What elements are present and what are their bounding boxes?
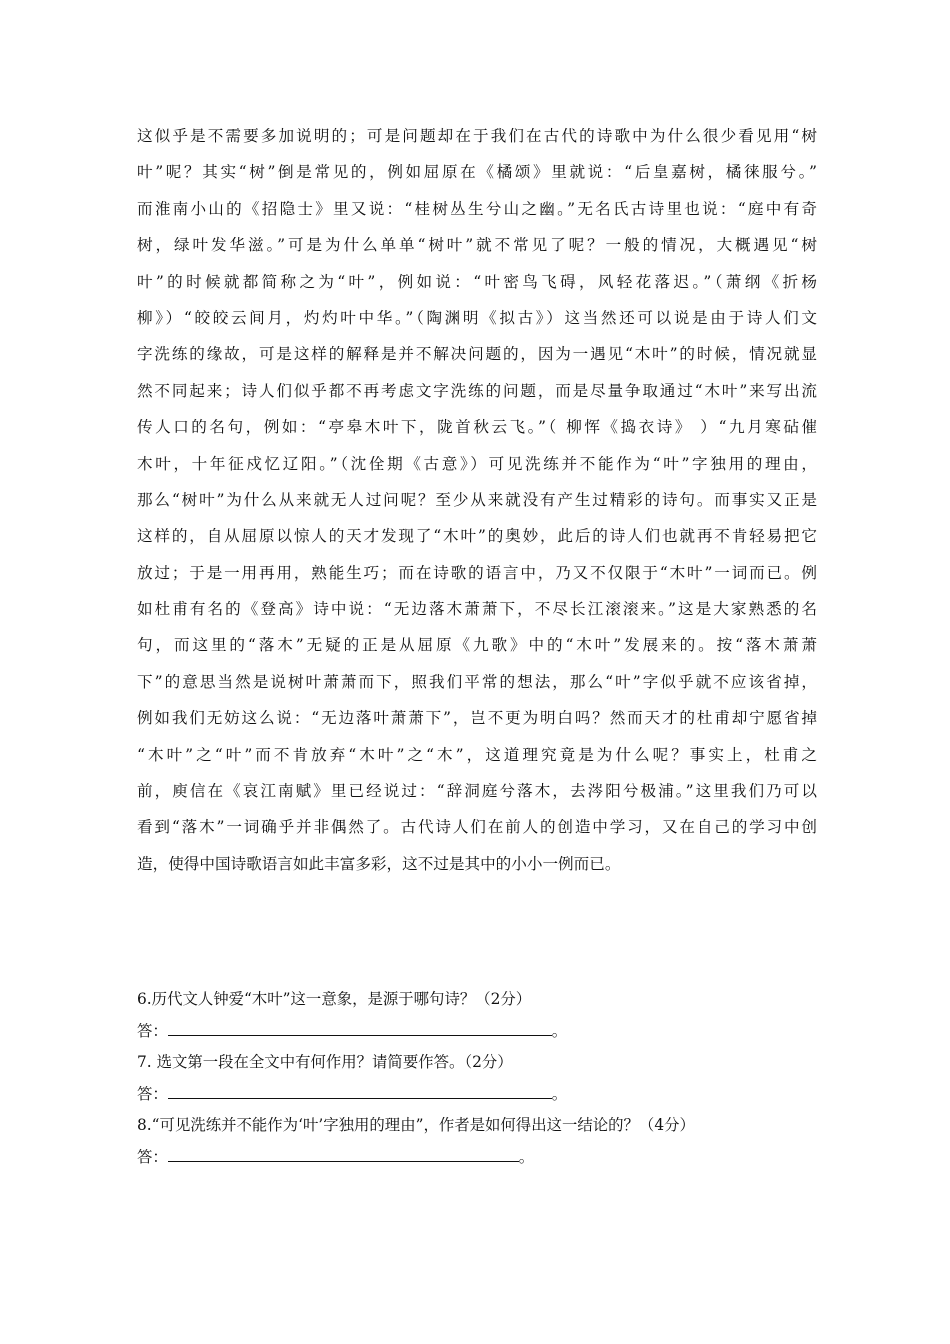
answer-blank-6[interactable] [168, 1019, 552, 1036]
passage-line: 然不同起来；诗人们似乎都不再考虑文字洗练的问题，而是尽量争取通过“木叶”来写出流 [137, 381, 817, 400]
passage-line: 如杜甫有名的《登高》诗中说：“无边落木萧萧下，不尽长江滚滚来。”这是大家熟悉的名 [137, 600, 817, 619]
passage-line: 这似乎是不需要多加说明的；可是问题却在于我们在古代的诗歌中为什么很少看见用“树 [137, 127, 817, 145]
question-7: 7. 选文第一段在全文中有何作用？请简要作答。（2分） [137, 1053, 513, 1072]
answer-line-6 [137, 1016, 817, 1048]
passage-line: 前，庾信在《哀江南赋》里已经说过：“辞洞庭兮落木，去涔阳兮极浦。”这里我们乃可以 [137, 782, 817, 801]
passage-line: 而淮南小山的《招隐士》里又说：“桂树丛生兮山之幽。”无名氏古诗里也说：“庭中有奇 [137, 199, 817, 218]
answer-line-7 [137, 1079, 817, 1111]
passage-line: 叶”呢？其实“树”倒是常见的，例如屈原在《橘颂》里就说：“后皇嘉树，橘徕服兮。” [137, 163, 817, 182]
passage-line: 句，而这里的“落木”无疑的正是从屈原《九歌》中的“木叶”发展来的。按“落木萧萧 [137, 636, 817, 655]
passage-line: “木叶”之“叶”而不肯放弃“木叶”之“木”，这道理究竟是为什么呢？事实上，杜甫之 [137, 745, 817, 764]
answer-blank-8[interactable] [168, 1145, 519, 1162]
passage-line: 传人口的名句，例如：“亭皋木叶下，陇首秋云飞。”（ 柳恽《捣衣诗》 ）“九月寒砧催 [137, 418, 817, 437]
answer-label: 答： [137, 1084, 168, 1103]
answer-end-mark: 。 [551, 1021, 568, 1040]
answer-label: 答： [137, 1147, 168, 1166]
passage-line: 看到“落木”一词确乎并非偶然了。古代诗人们在前人的创造中学习，又在自己的学习中创 [137, 818, 817, 837]
passage-line: 树，绿叶发华滋。”可是为什么单单“树叶”就不常见了呢？一般的情况，大概遇见“树 [137, 236, 817, 255]
passage-line: 柳》）“皎皎云间月，灼灼叶中华。”（陶渊明《拟古》）这当然还可以说是由于诗人们文 [137, 308, 817, 327]
answer-label: 答： [137, 1021, 168, 1040]
answer-line-8 [137, 1142, 817, 1174]
question-6: 6.历代文人钟爱“木叶”这一意象，是源于哪句诗？（2分） [137, 990, 532, 1008]
answer-end-mark: 。 [518, 1147, 535, 1166]
passage-line: 木叶，十年征戍忆辽阳。”（沈佺期《古意》）可见洗练并不能作为“叶”字独用的理由， [137, 454, 817, 473]
passage-line: 那么“树叶”为什么从来就无人过问呢？至少从来就没有产生过精彩的诗句。而事实又正是 [137, 490, 817, 509]
question-8: 8.“可见洗练并不能作为‘叶’字独用的理由”，作者是如何得出这一结论的？（4分） [137, 1116, 695, 1135]
passage-line: 这样的，自从屈原以惊人的天才发现了“木叶”的奥妙，此后的诗人们也就再不肯轻易把它 [137, 527, 817, 546]
passage-line: 例如我们无妨这么说：“无边落叶萧萧下”，岂不更为明白吗？然而天才的杜甫却宁愿省掉 [137, 709, 817, 728]
passage-line: 叶”的时候就都简称之为“叶”，例如说：“叶密鸟飞碍，风轻花落迟。”（萧纲《折杨 [137, 272, 817, 291]
answer-blank-7[interactable] [168, 1082, 552, 1099]
passage-line: 字洗练的缘故，可是这样的解释是并不解决问题的，因为一遇见“木叶”的时候，情况就显 [137, 345, 817, 364]
passage-line: 下”的意思当然是说树叶萧萧而下，照我们平常的想法，那么“叶”字似乎就不应该省掉， [137, 672, 817, 691]
passage-line: 放过；于是一用再用，熟能生巧；而在诗歌的语言中，乃又不仅限于“木叶”一词而已。例 [137, 563, 817, 582]
reading-passage [137, 118, 817, 882]
answer-end-mark: 。 [551, 1084, 568, 1103]
question-section [137, 984, 817, 1174]
passage-line: 造，使得中国诗歌语言如此丰富多彩，这不过是其中的小小一例而已。 [137, 854, 621, 873]
